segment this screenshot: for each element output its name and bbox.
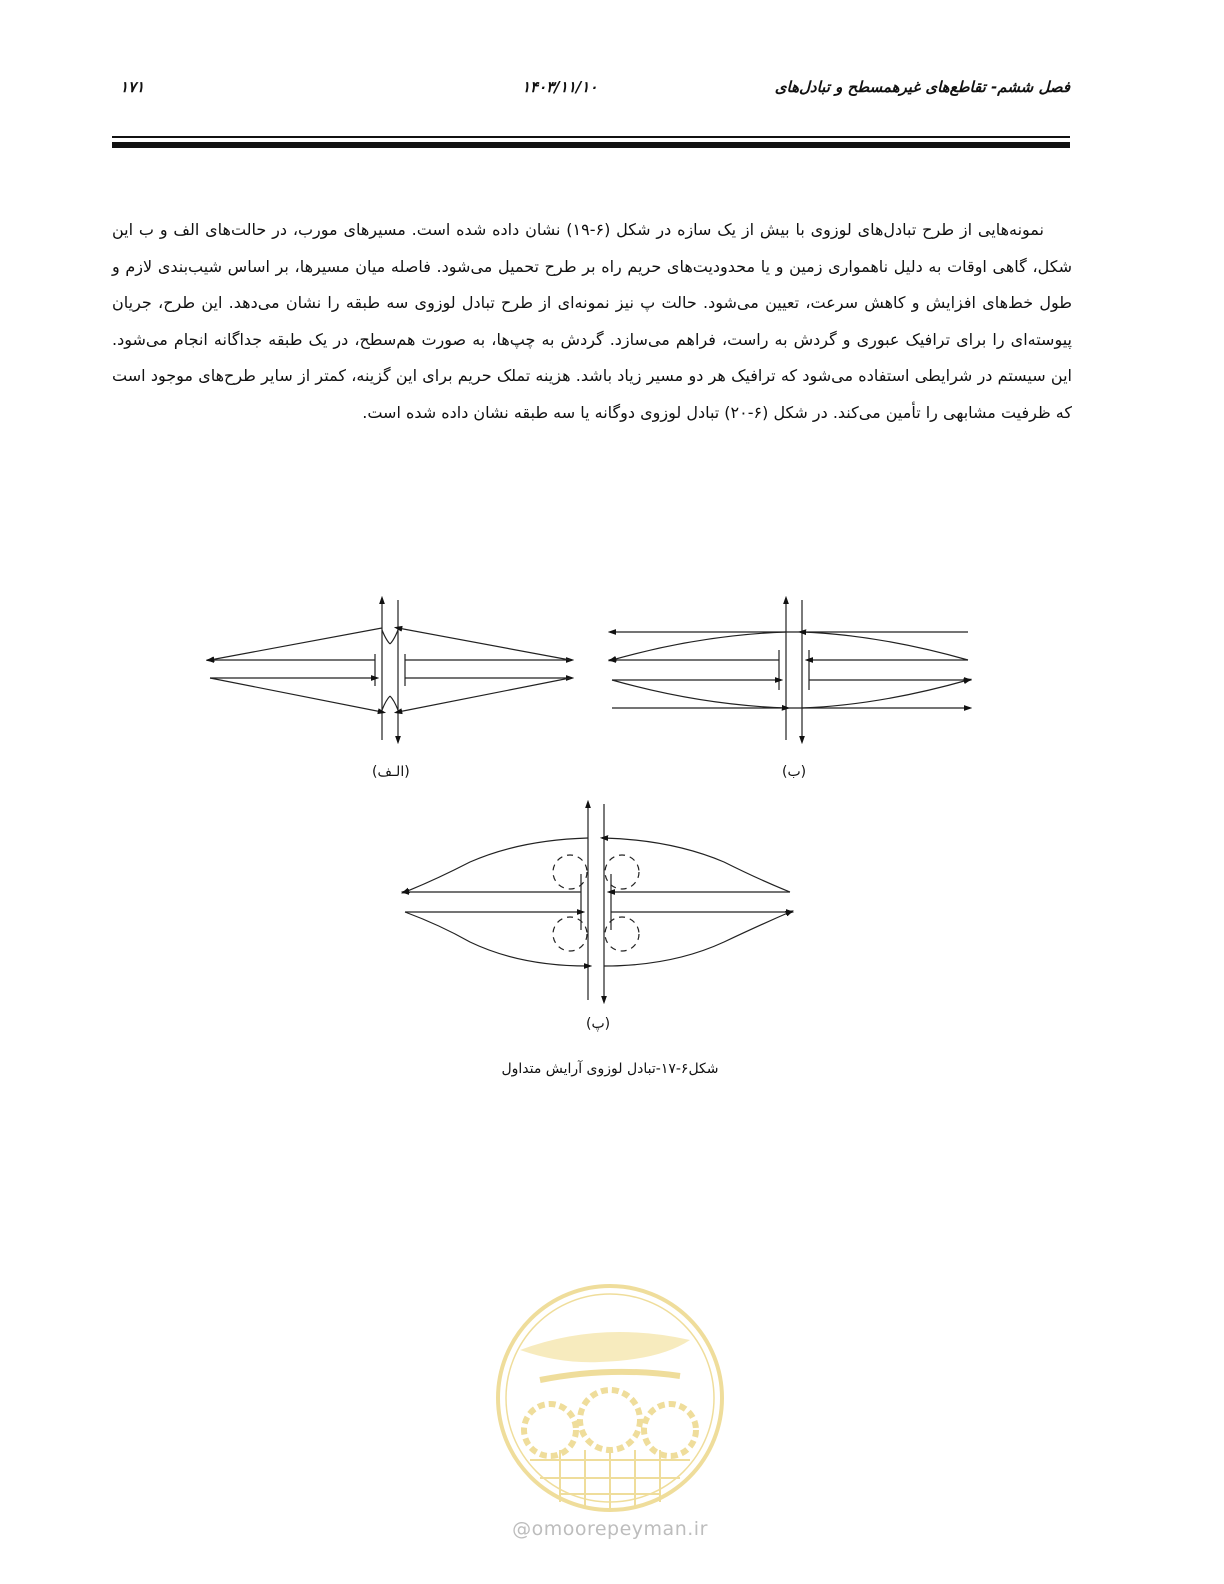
label-pe: (پ) — [586, 1016, 611, 1032]
label-be: (ب) — [782, 764, 807, 780]
page-number: ۱۷۱ — [120, 78, 145, 96]
diagram-be — [612, 600, 968, 740]
watermark-site: @omoorepeyman.ir — [512, 1518, 708, 1540]
watermark-logo — [480, 1280, 740, 1520]
diagram-pe — [405, 804, 790, 1000]
header-date: ۱۴۰۳/۱۱/۱۰ — [522, 78, 598, 96]
figure-caption: شکل۶-۱۷-تبادل لوزوی آرایش متداول — [501, 1061, 719, 1077]
label-alef: (الـف) — [372, 764, 410, 780]
body-paragraph: نمونه‌هایی از طرح تبادل‌های لوزوی با بیش از یک سازه در شکل (۶-۱۹) نشان داده شده است. مسیرهای مورب، در حالت‌های الف و ب این شکل، گاهی اوقات به دلیل ناهمواری زمین و یا محدودیت‌های حریم راه بر طرح تحمیل می‌شود. فاصله میان مسیرها، بر اساس شیب‌بندی لازم و طول خط‌های افزایش و کاهش سرعت، تعیین می‌شود. حالت پ نیز نمونه‌ای از طرح تبادل لوزوی سه طبقه را نشان می‌دهد. این طرح، جریان پیوسته‌ای را برای ترافیک عبوری و گردش به راست، فراهم می‌سازد. گردش به چپ‌ها، به صورت هم‌سطح، در یک طبقه جداگانه انجام می‌شود. این سیستم در شرایطی استفاده می‌شود که ترافیک هر دو مسیر زیاد باشد. هزینه تملک حریم برای این گزینه، کمتر از سایر طرح‌های موجود است که ظرفیت مشابهی را تأمین می‌کند. در شکل (۶-۲۰) تبادل لوزوی دوگانه یا سه طبقه نشان داده شده است. — [112, 220, 1072, 422]
diagram-alef — [210, 600, 570, 740]
chapter-title: فصل ششم- تقاطع‌های غیرهمسطح و تبادل‌های — [774, 78, 1070, 96]
